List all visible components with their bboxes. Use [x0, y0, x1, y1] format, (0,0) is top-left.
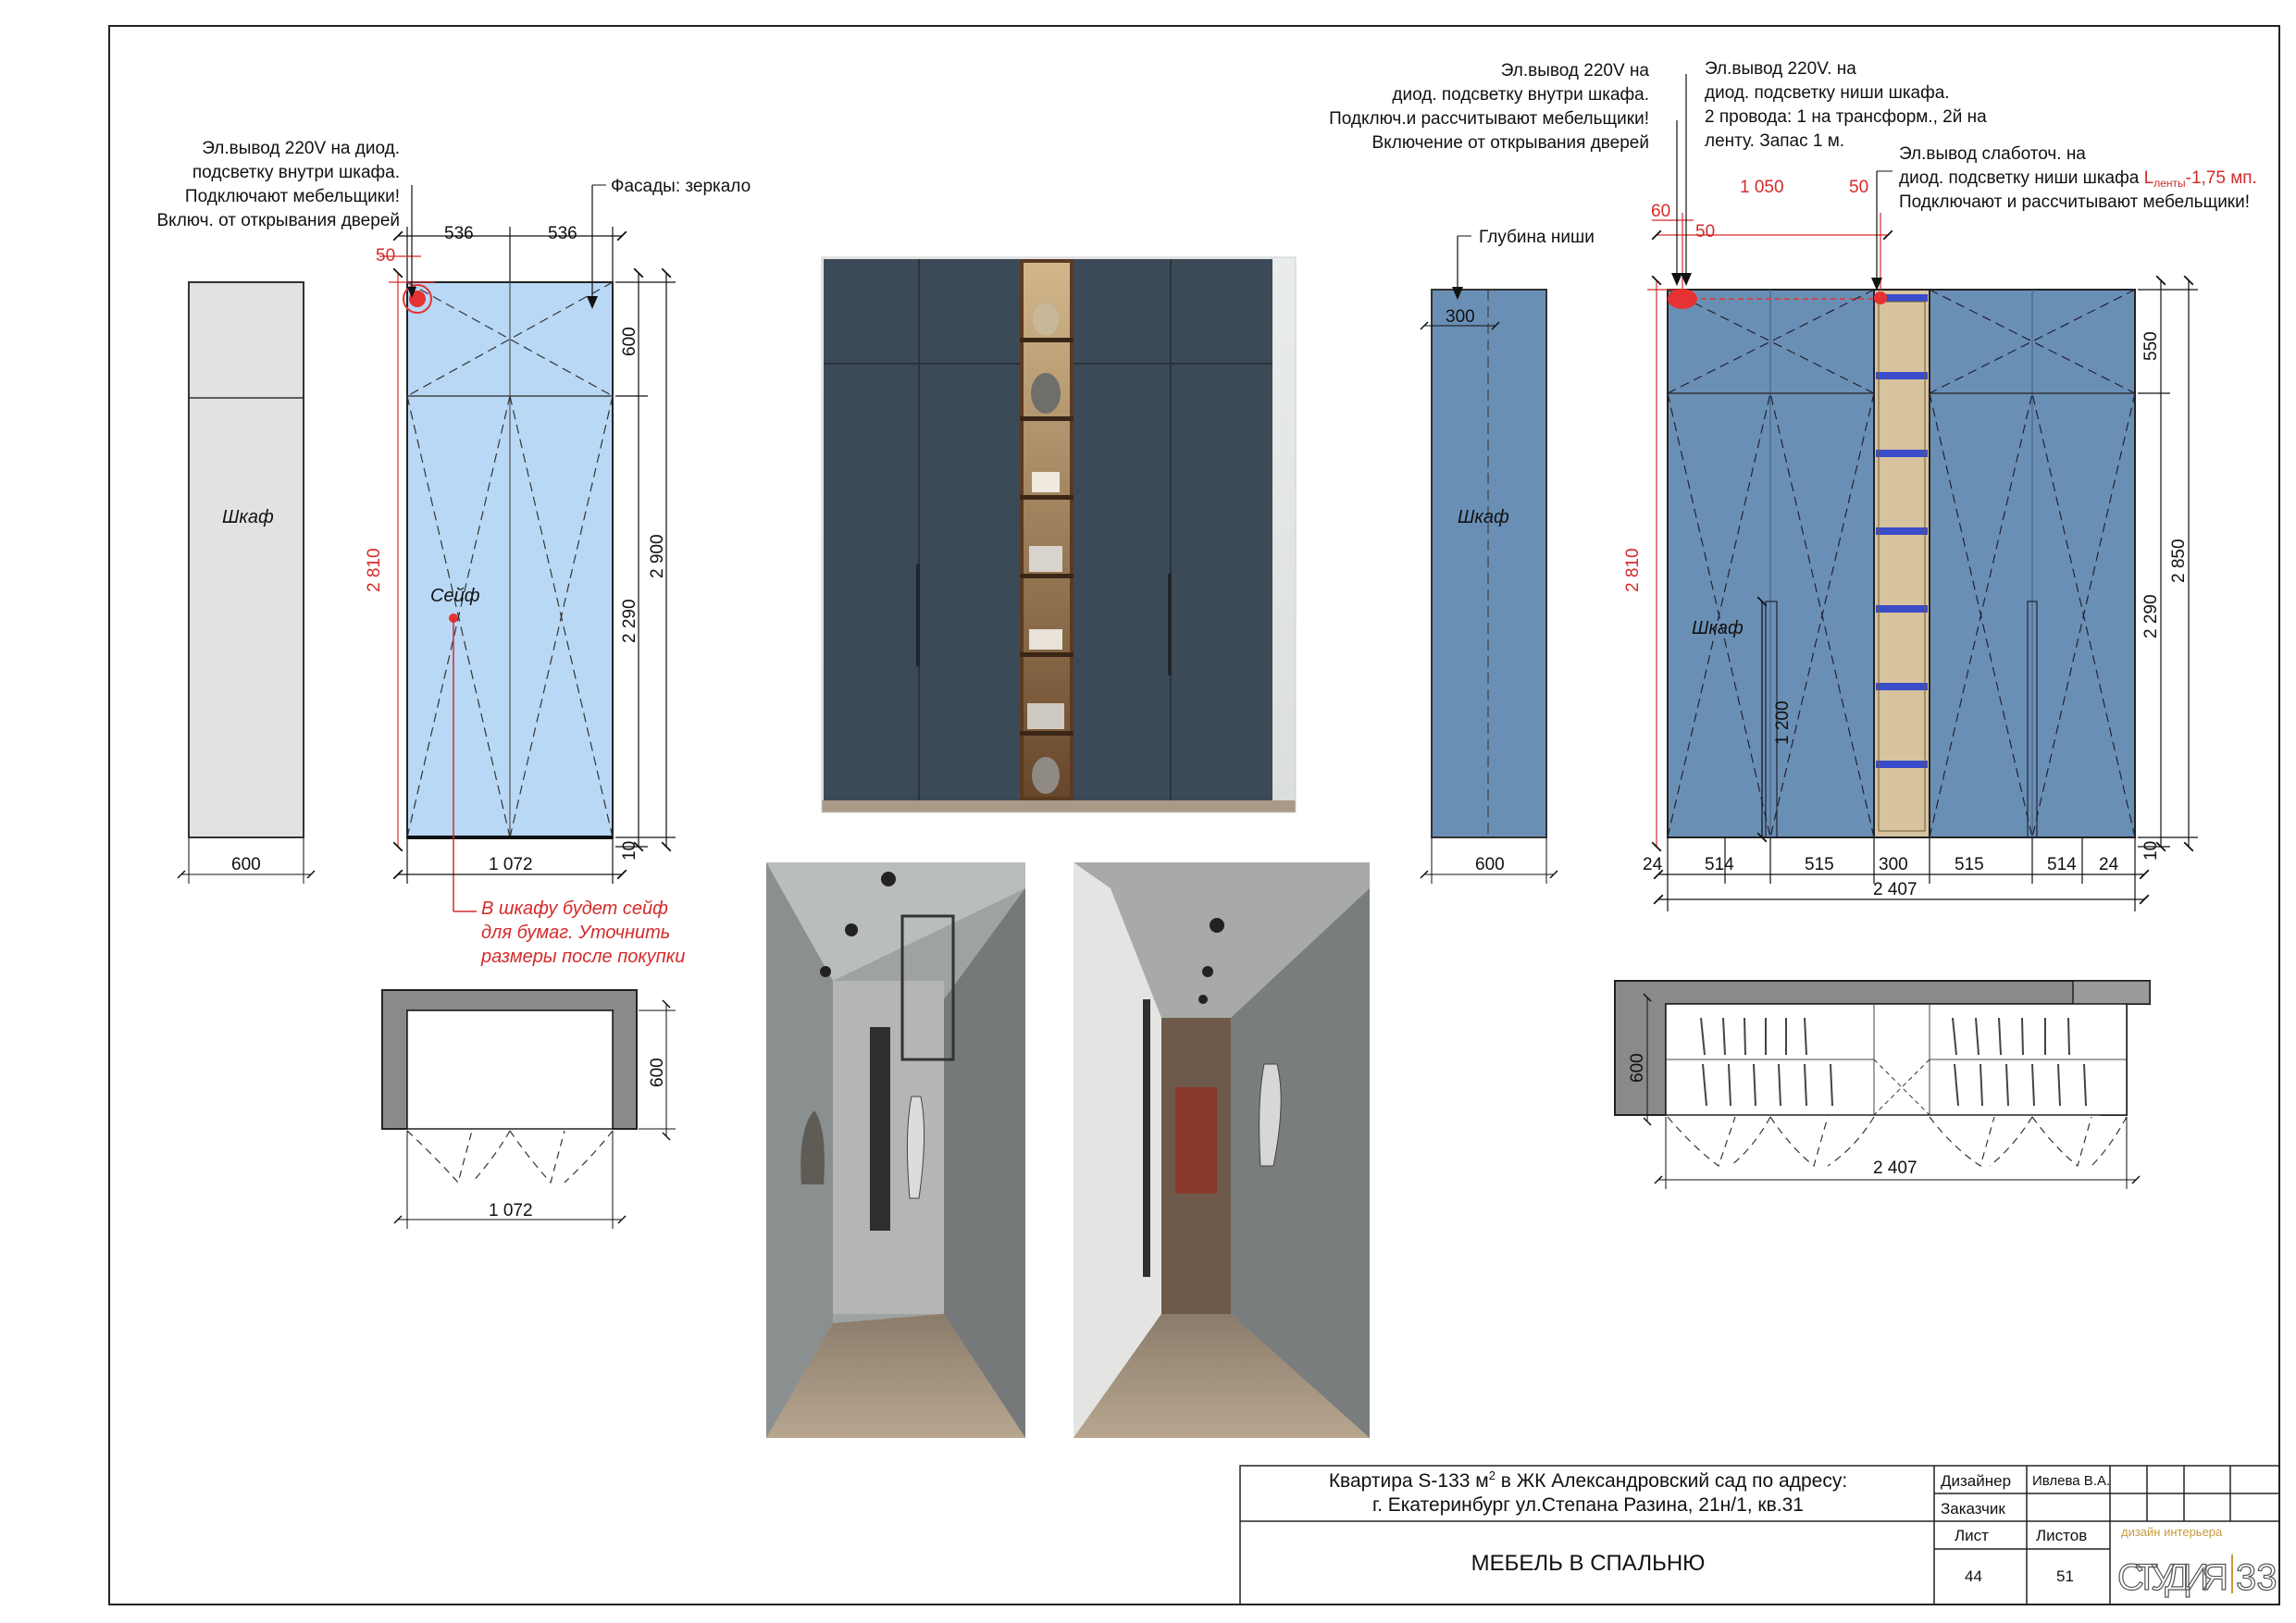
- dim-offset-50a: 50: [1695, 222, 1716, 242]
- dim-span-1050: 1 050: [1740, 178, 1784, 197]
- dim-offset-50b: 50: [1849, 178, 1869, 197]
- dim-offset: 50: [376, 246, 396, 266]
- side-width-dim: 600: [231, 855, 261, 874]
- svg-text:Включение от открывания дверей: Включение от открывания дверей: [1371, 133, 1649, 153]
- dim-right-width: 2 407: [1873, 880, 1917, 899]
- svg-text:514: 514: [2047, 855, 2077, 874]
- svg-text:подсветку внутри шкафа.: подсветку внутри шкафа.: [192, 163, 400, 182]
- niche-side-width: 600: [1475, 855, 1505, 874]
- dim-height-red: 2 810: [365, 548, 384, 592]
- dim-right-total: 2 850: [2169, 539, 2189, 583]
- svg-text:диод. подсветку ниши шкафа Lле: диод. подсветку ниши шкафа $L_{ленты}-1,75$ мп.: [1899, 168, 2257, 190]
- svg-text:размеры после покупки: размеры после покупки: [481, 947, 686, 967]
- dim-width: 1 072: [489, 855, 533, 874]
- left-cabinet-plan: [382, 990, 676, 1229]
- reference-photo-wardrobe: [822, 257, 1296, 812]
- niche-depth: 300: [1446, 307, 1475, 327]
- svg-text:Эл.вывод 220V на диод.: Эл.вывод 220V на диод.: [202, 139, 400, 158]
- svg-text:515: 515: [1805, 855, 1834, 874]
- sheet-title: МЕБЕЛЬ В СПАЛЬНЮ: [1471, 1551, 1706, 1576]
- svg-text:диод. подсветку ниши шкафа.: диод. подсветку ниши шкафа.: [1705, 83, 1950, 103]
- sheets-number: 51: [2056, 1567, 2074, 1585]
- dim-right-height-red: 2 810: [1623, 548, 1643, 592]
- sheet-number: 44: [1965, 1567, 1982, 1585]
- dim-right-lower: 2 290: [2141, 594, 2161, 638]
- bottom-dim-row: [1643, 855, 2119, 874]
- sheet-label: Лист: [1955, 1527, 1989, 1544]
- niche-side-label: Шкаф: [1458, 507, 1509, 527]
- svg-text:514: 514: [1705, 855, 1734, 874]
- svg-text:СТУДИЯ: СТУДИЯ: [2117, 1557, 2228, 1598]
- project-line-1: Квартира S-133 $м^2$ в ЖК Александровский сад по адресу:: [1328, 1468, 1848, 1492]
- dim-offset-60: 60: [1651, 202, 1671, 221]
- dim-inner-1200: 1 200: [1773, 700, 1793, 745]
- left-cabinet-front-view: [403, 282, 613, 911]
- svg-text:Глубина ниши: Глубина ниши: [1479, 228, 1595, 247]
- svg-text:24: 24: [1643, 855, 1663, 874]
- designer-label: Дизайнер: [1941, 1472, 2012, 1490]
- dim-right-upper: 550: [2141, 331, 2161, 361]
- left-electrical-note: [157, 139, 417, 298]
- safe-note: [480, 898, 685, 967]
- svg-text:Подключают мебельщики!: Подключают мебельщики!: [184, 187, 400, 206]
- svg-text:Эл.вывод слаботоч. на: Эл.вывод слаботоч. на: [1899, 144, 2086, 164]
- reference-photo-corridor-2: [1074, 862, 1370, 1438]
- plan-depth: 600: [648, 1058, 667, 1087]
- svg-text:для бумаг. Уточнить: для бумаг. Уточнить: [481, 923, 671, 943]
- right-plan-width: 2 407: [1873, 1158, 1917, 1178]
- svg-text:Подключ.и рассчитывают мебельщ: Подключ.и рассчитывают мебельщики!: [1329, 109, 1649, 129]
- sheets-label: Листов: [2036, 1527, 2088, 1544]
- svg-text:515: 515: [1955, 855, 1984, 874]
- left-cabinet-side-view: [181, 282, 311, 884]
- svg-text:Включ. от открывания дверей: Включ. от открывания дверей: [156, 211, 400, 230]
- dim-bottom: 10: [620, 840, 639, 861]
- note-c-low-voltage: [1871, 144, 2257, 291]
- svg-text:Эл.вывод 220V. на: Эл.вывод 220V. на: [1705, 59, 1856, 79]
- svg-text:диод. подсветку внутри шкафа.: диод. подсветку внутри шкафа.: [1392, 85, 1649, 105]
- front-label: Шкаф: [1692, 618, 1744, 638]
- svg-text:24: 24: [2099, 855, 2119, 874]
- svg-text:Фасады: зеркало: Фасады: зеркало: [611, 177, 751, 196]
- plan-width: 1 072: [489, 1201, 533, 1220]
- dim-total: 2 900: [648, 534, 667, 578]
- side-view-label: Шкаф: [222, 507, 274, 527]
- svg-text:дизайн интерьера: дизайн интерьера: [2121, 1525, 2223, 1539]
- svg-text:2 провода: 1 на трансформ., 2й: 2 провода: 1 на трансформ., 2й на: [1705, 107, 1987, 127]
- project-line-2: г. Екатеринбург ул.Степана Разина, 21н/1, кв.31: [1372, 1494, 1804, 1516]
- dim-top-right: 536: [548, 224, 577, 243]
- dim-right-bottom: 10: [2141, 840, 2161, 861]
- client-label: Заказчик: [1941, 1500, 2005, 1518]
- svg-text:33: 33: [2236, 1557, 2277, 1598]
- dim-top-left: 536: [444, 224, 474, 243]
- svg-text:В шкафу будет сейф: В шкафу будет сейф: [481, 898, 668, 919]
- svg-text:Подключают и рассчитывают мебе: Подключают и рассчитывают мебельщики!: [1899, 192, 2251, 212]
- svg-text:Эл.вывод 220V на: Эл.вывод 220V на: [1500, 61, 1649, 81]
- safe-label: Сейф: [430, 586, 480, 606]
- designer-name: Ивлева В.А.: [2032, 1473, 2111, 1489]
- right-plan-depth: 600: [1628, 1053, 1647, 1083]
- niche-side-view: [1424, 290, 1554, 884]
- svg-text:300: 300: [1879, 855, 1908, 874]
- dim-lower: 2 290: [620, 599, 639, 643]
- right-cabinet-front-view: [1668, 289, 2135, 837]
- studio-logo: [2117, 1525, 2277, 1598]
- reference-photo-corridor-1: [766, 862, 1025, 1438]
- svg-text:ленту. Запас 1 м.: ленту. Запас 1 м.: [1705, 131, 1845, 151]
- dim-upper: 600: [620, 327, 639, 356]
- note-a-electrical: [1329, 61, 1682, 286]
